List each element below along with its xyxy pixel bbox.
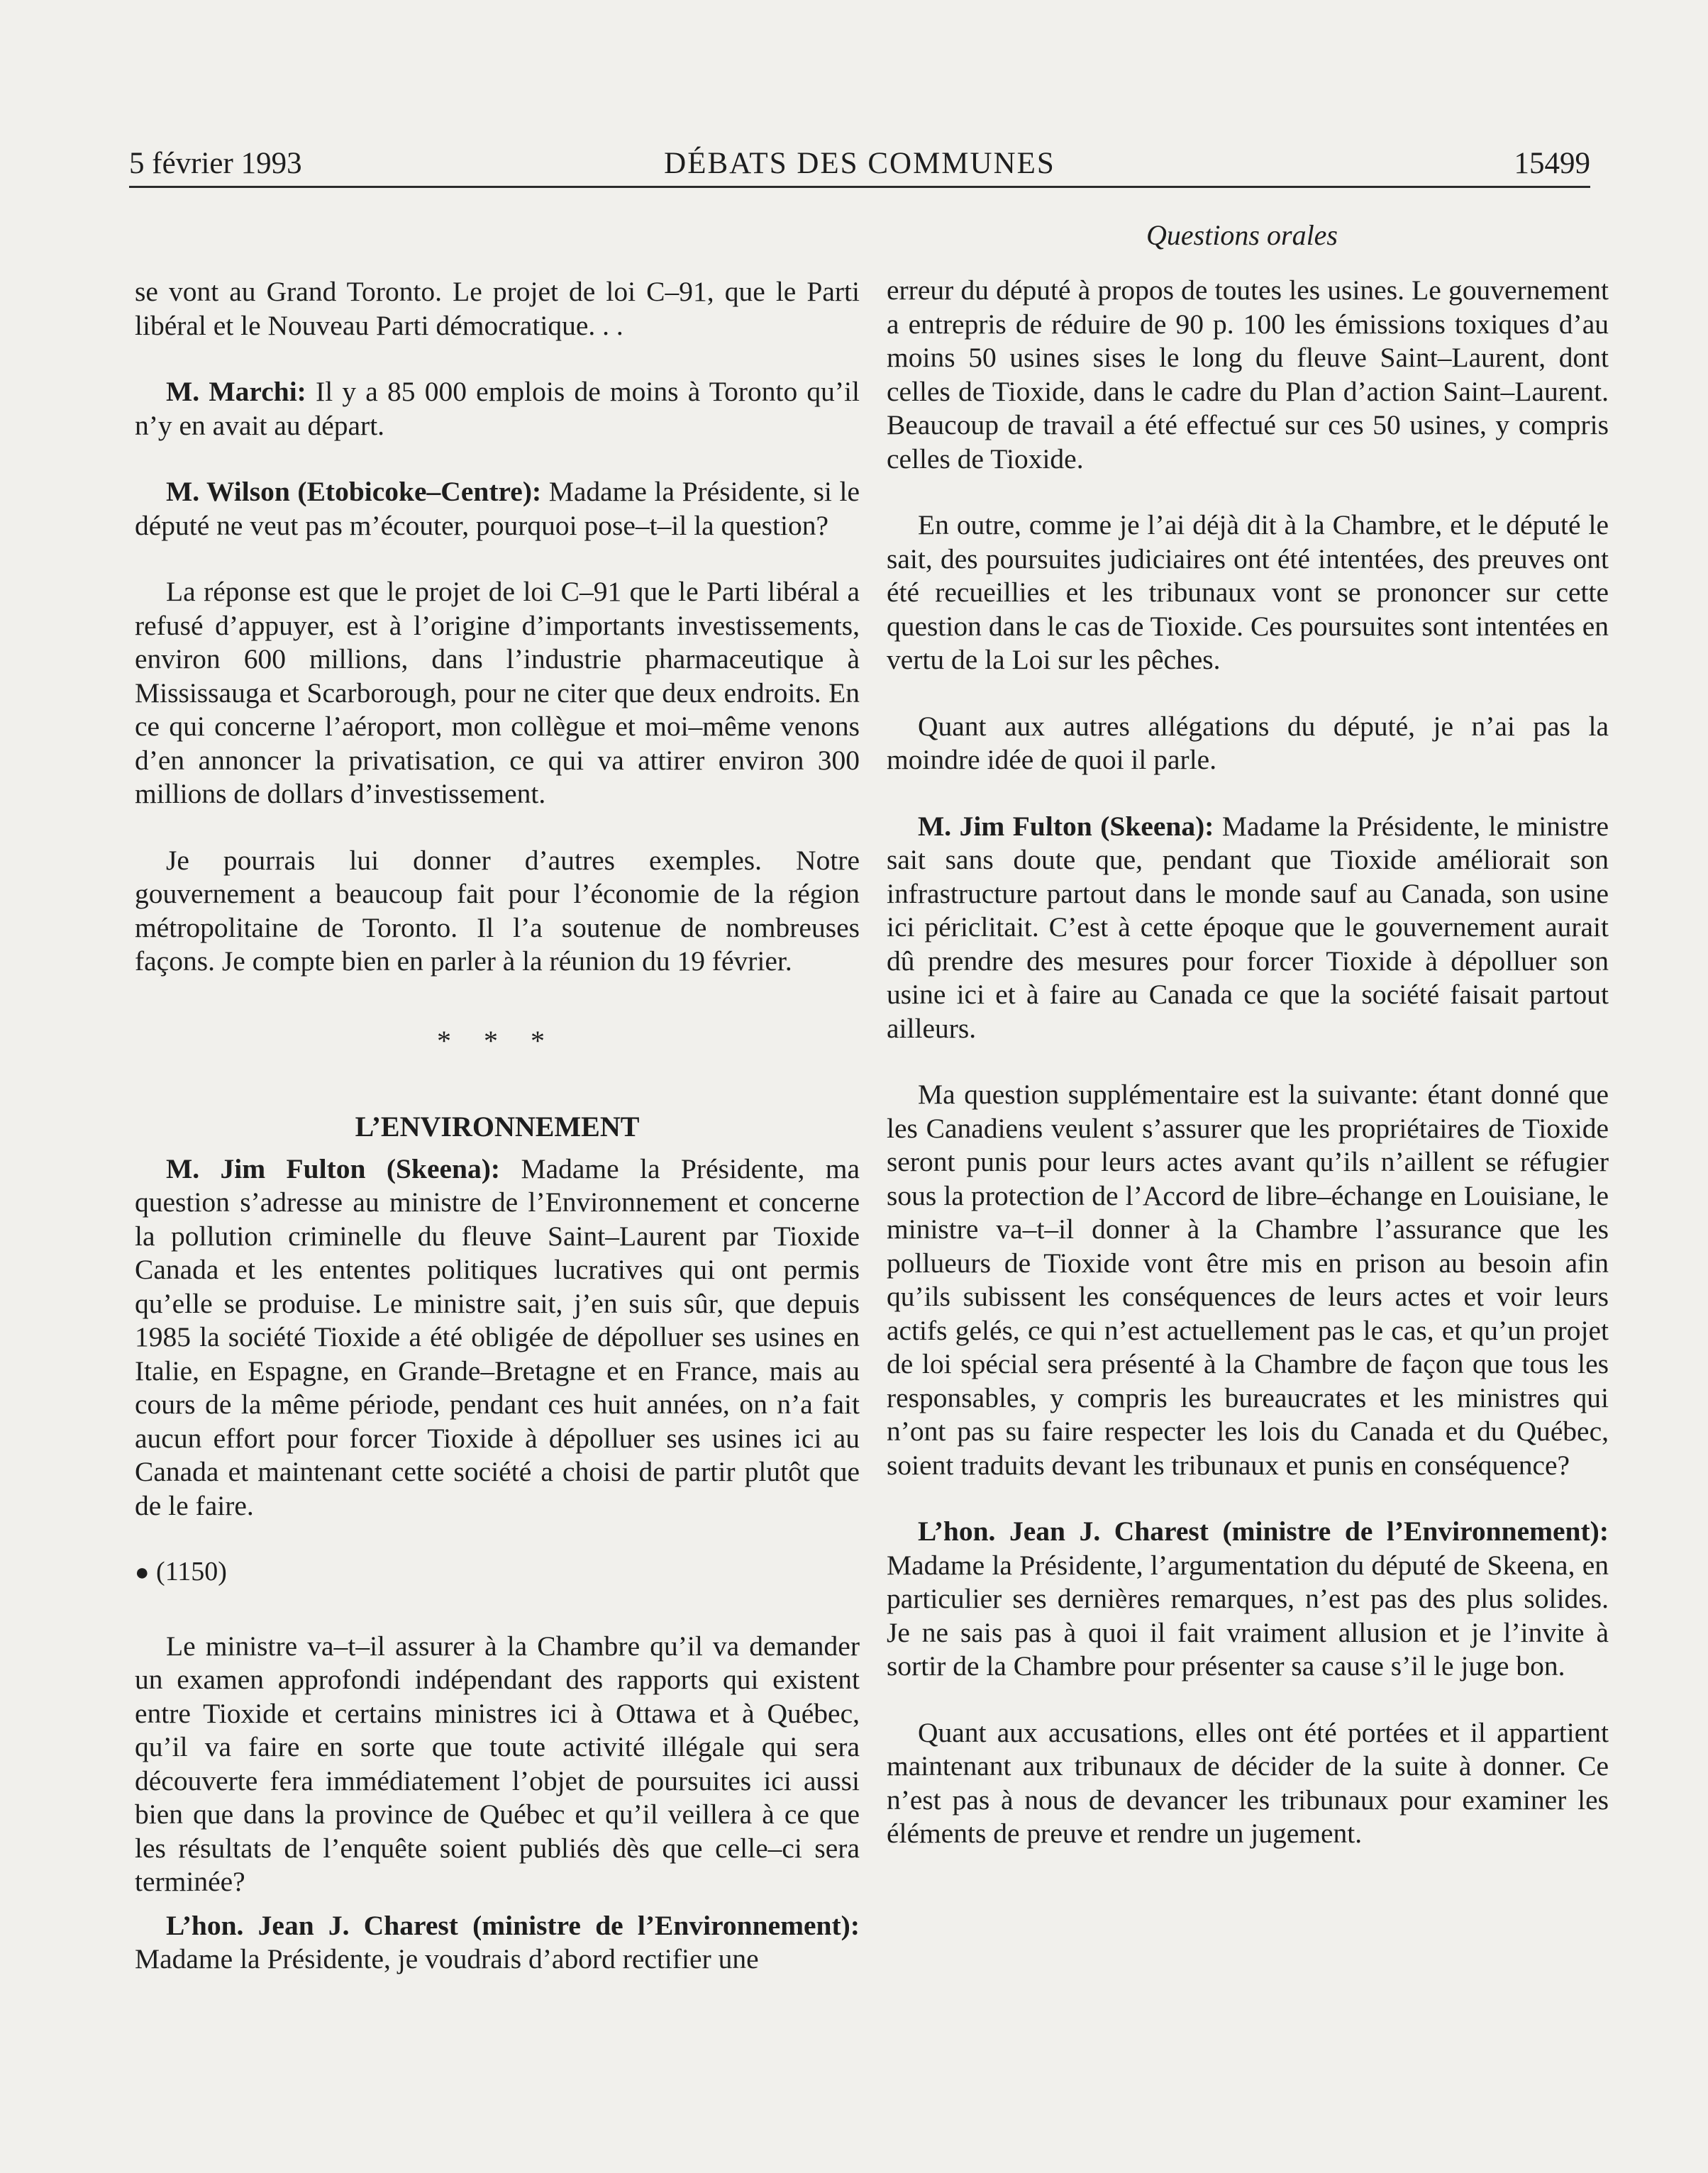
paragraph <box>887 1515 1609 1684</box>
speaker-name: L’hon. Jean J. Charest (ministre de l’Environnement): <box>918 1516 1609 1547</box>
header-title: DÉBATS DES COMMUNES <box>664 147 1055 180</box>
speech-text: Madame la Présidente, je voudrais d’abord rectifier une <box>135 1943 759 1974</box>
bullet-icon: ● <box>135 1560 150 1586</box>
subheading: L’ENVIRONNEMENT <box>355 1111 640 1143</box>
speaker-name: L’hon. Jean J. Charest (ministre de l’Environnement): <box>166 1909 860 1941</box>
paragraph <box>887 810 1609 1046</box>
paragraph: Je pourrais lui donner d’autres exemples. Notre gouvernement a beaucoup fait pour l’économie de la région métropolitaine de Toronto. Il l’a soutenue de nombreuses façons. Je compte bien en parler à la réunion du 19 février. <box>135 844 860 977</box>
paragraph <box>135 1152 860 1523</box>
paragraph: Ma question supplémentaire est la suivante: étant donné que les Canadiens veulent s’assurer que les propriétaires de Tioxide seront punis pour leurs actes avant qu’ils n’aillent se réfugier sous la protection de l’Accord de libre–échange en Louisiane, le ministre va–t–il donner à la Chambre l’assurance que les pollueurs de Tioxide vont être mis en prison au besoin afin qu’ils subissent les conséquences de leurs actes et voir leurs actifs gelés, ce qui n’est actuellement pas le cas, et qu’un projet de loi spécial sera présenté à la Chambre de façon que tous les responsables, y compris les bureaucrates et les ministres qui n’ont pas su faire respecter les lois du Canada et du Québec, soient traduits devant les tribunaux et punis en conséquence? <box>887 1079 1609 1481</box>
paragraph <box>135 475 860 543</box>
section-heading: Questions orales <box>1146 219 1338 251</box>
paragraph: se vont au Grand Toronto. Le projet de loi C–91, que le Parti libéral et le Nouveau Parti démocratique. . . <box>135 276 860 341</box>
header-date: 5 février 1993 <box>129 147 302 180</box>
speaker-name: M. Wilson (Etobicoke–Centre): <box>166 476 542 507</box>
paragraph: En outre, comme je l’ai déjà dit à la Chambre, et le député le sait, des poursuites judiciaires ont été intentées, des preuves ont été recueillies et les tribunaux vont se prononcer sur cette question dans le cas de Tioxide. Ces poursuites sont intentées en vertu de la Loi sur les pêches. <box>887 509 1609 675</box>
paragraph <box>135 1909 860 1977</box>
speaker-name: M. Marchi: <box>166 376 306 407</box>
speaker-name: M. Jim Fulton (Skeena): <box>166 1152 501 1184</box>
right-column <box>887 274 1609 1884</box>
speaker-name: M. Jim Fulton (Skeena): <box>918 810 1214 842</box>
time-marker <box>135 1555 860 1590</box>
paragraph: erreur du député à propos de toutes les usines. Le gouvernement a entrepris de réduire de 90 p. 100 les émissions toxiques d’au moins 50 usines sises le long du fleuve Saint–Laurent, dont celles de Tioxide, dans le cadre du Plan d’action Saint–Laurent. Beaucoup de travail a été effectué sur ces 50 usines, y compris celles de Tioxide. <box>887 274 1609 474</box>
page-number: 15499 <box>1514 147 1590 180</box>
speech-text: Madame la Présidente, si le député ne veut pas m’écouter, pourquoi pose–t–il la question? <box>135 476 860 541</box>
paragraph: Quant aux accusations, elles ont été portées et il appartient maintenant aux tribunaux de décider de la suite à donner. Ce n’est pas à nous de devancer les tribunaux pour examiner les éléments de preuve et rendre un jugement. <box>887 1716 1609 1849</box>
speech-text: Madame la Présidente, l’argumentation du député de Skeena, en particulier ses dernières remarques, n’est pas des plus solides. Je ne sais pas à quoi il fait vraiment allusion et je l’invite à sortir de la Chambre pour présenter sa cause s’il le juge bon. <box>887 1549 1609 1682</box>
paragraph: Le ministre va–t–il assurer à la Chambre qu’il va demander un examen approfondi indépendant des rapports qui existent entre Tioxide et certains ministres ici à Ottawa et à Québec, qu’il va faire en sorte que toute activité illégale qui sera découverte fera immédiatement l’objet de poursuites ici aussi bien que dans la province de Québec et qu’il veillera à ce que les résultats de l’enquête soient publiés dès que celle–ci sera terminée? <box>135 1630 860 1897</box>
speech-text: Madame la Présidente, ma question s’adresse au ministre de l’Environnement et concerne la pollution criminelle du fleuve Saint–Laurent par Tioxide Canada et les ententes politiques lucratives qui ont permis qu’elle se produise. Le ministre sait, j’en suis sûr, que depuis 1985 la société Tioxide a été obligée de dépolluer ses usines en Italie, en Espagne, en Grande–Bretagne et en France, mais au cours de la même période, pendant ces huit années, on n’a fait aucun effort pour forcer Tioxide à dépolluer ses usines ici au Canada et maintenant cette société a choisi de partir plutôt que de le faire. <box>135 1152 860 1521</box>
speech-text: Il y a 85 000 emplois de moins à Toronto qu’il n’y en avait au départ. <box>135 376 860 441</box>
paragraph <box>135 375 860 443</box>
page-header <box>129 146 1590 188</box>
paragraph: La réponse est que le projet de loi C–91 que le Parti libéral a refusé d’appuyer, est à l’origine d’importants investissements, environ 600 millions, dans l’industrie pharmaceutique à Mississauga et Scarborough, pour ne citer que deux endroits. En ce qui concerne l’aéroport, mon collègue et moi–même venons d’en annoncer la privatisation, ce qui va attirer environ 300 millions de dollars d’investissement. <box>135 576 860 809</box>
section-separator: * * * <box>437 1024 558 1057</box>
time-marker-text: (1150) <box>156 1557 227 1586</box>
speech-text: Madame la Présidente, le ministre sait sans doute que, pendant que Tioxide améliorait son infrastructure partout dans le monde sauf au Canada, son usine ici périclitait. C’est à cette époque que le gouvernement aurait dû prendre des mesures pour forcer Tioxide à dépolluer son usine ici et à faire au Canada ce que la société faisait partout ailleurs. <box>887 810 1609 1044</box>
left-column <box>135 275 860 2009</box>
paragraph: Quant aux autres allégations du député, je n’ai pas la moindre idée de quoi il parle. <box>887 710 1609 775</box>
